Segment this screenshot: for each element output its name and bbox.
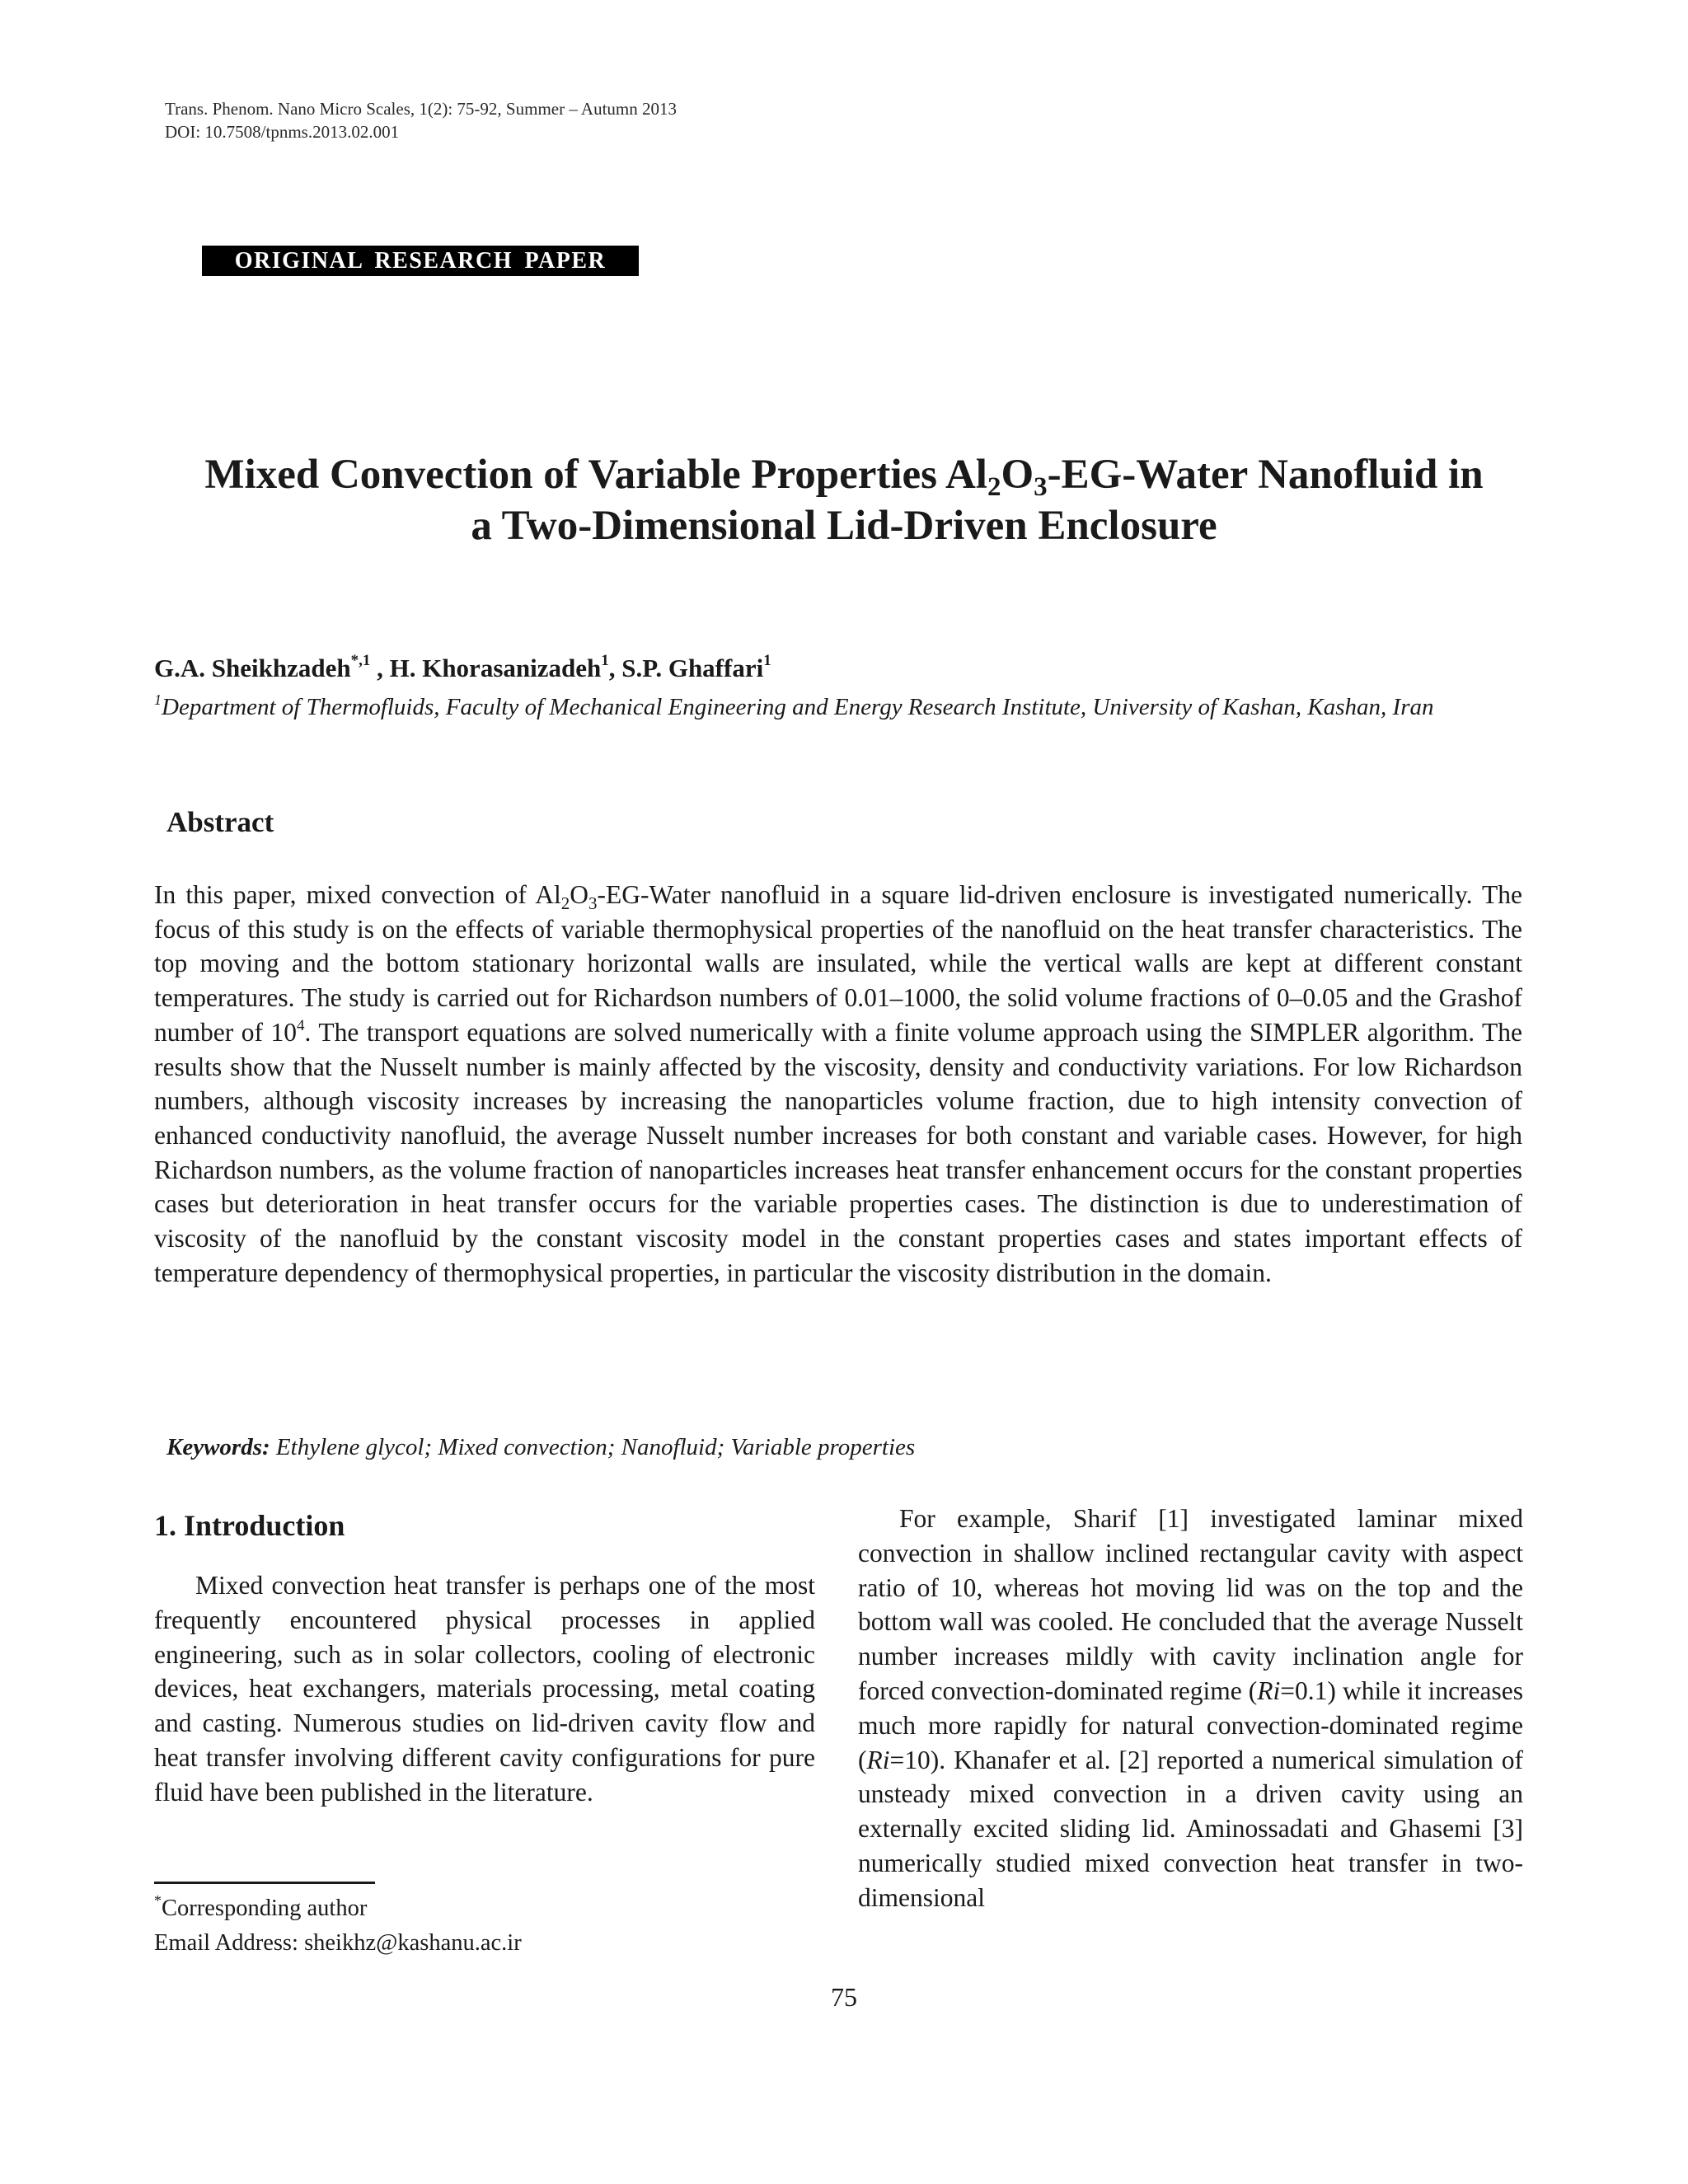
- introduction-left-column: Mixed convection heat transfer is perhaps one of the most frequently encountered physical processes in applied engineering, such as in solar collectors, cooling of electronic devices, heat exchangers, materials processing, metal coating and casting. Numerous studies on lid-driven cavity flow and heat transfer involving different cavity configurations for pure fluid have been published in the literature.: [154, 1571, 815, 1807]
- author-mark: 1: [763, 652, 771, 669]
- abstract-subscript: 3: [588, 893, 598, 913]
- page-number: 75: [831, 1982, 857, 2012]
- richardson-symbol: Ri: [1257, 1675, 1281, 1705]
- richardson-symbol: Ri: [866, 1745, 890, 1774]
- author-name: , S.P. Ghaffari: [608, 654, 764, 682]
- body-text: =10). Khanafer et al. [2] reported a numerical simulation of unsteady mixed convection in a driven cavity using an externally excited sliding lid. Aminossadati and Ghasemi [3] numerically studied mixed convection heat transfer in two- dimensional: [858, 1745, 1523, 1912]
- journal-citation: Trans. Phenom. Nano Micro Scales, 1(2): 75-92, Summer – Autumn 2013: [165, 99, 678, 119]
- title-line-2: a Two-Dimensional Lid-Driven Enclosure: [471, 503, 1217, 549]
- affiliation-mark: 1: [154, 691, 162, 708]
- body-text: =0.1) while it increases much more rapidly for natural convection-dominated regime (: [858, 1675, 1523, 1774]
- keywords-label: Keywords:: [166, 1434, 270, 1460]
- author-mark: 1: [601, 652, 609, 669]
- footnote: [154, 1891, 522, 1961]
- title-subscript: 2: [987, 472, 1001, 502]
- footnote-rule: [154, 1882, 375, 1884]
- abstract-text: -EG-Water nanofluid in a square lid-driven enclosure is investigated numerically. The focus of this study is on the effects of variable thermophysical properties of the nanofluid on the heat transfer characteristics. The top moving and the bottom stationary horizontal walls are insulated, while the vertical walls are kept at different constant temperatures. The study is carried out for Richardson numbers of 0.01–1000, the solid volume fractions of 0–0.05 and the Grashof number of 10: [154, 880, 1522, 1047]
- paper-title: [124, 449, 1564, 551]
- abstract-text: O: [570, 880, 589, 909]
- title-part: Mixed Convection of Variable Properties Al: [204, 452, 987, 498]
- title-subscript: 3: [1034, 472, 1048, 502]
- introduction-right-column: [858, 1502, 1523, 1915]
- corresponding-author-note: [154, 1891, 522, 1926]
- affiliation: [154, 690, 1522, 725]
- author-email: Email Address: sheikhz@kashanu.ac.ir: [154, 1930, 522, 1956]
- body-text: For example, Sharif [1] investigated laminar mixed convection in shallow inclined rectangular cavity with aspect ratio of 10, whereas hot moving lid was on the top and the bottom wall was cooled. He concluded that the average Nusselt number increases mildly with cavity inclination angle for forced convection-dominated regime (: [858, 1504, 1523, 1705]
- abstract-text: . The transport equations are solved numerically with a finite volume approach using the SIMPLER algorithm. The results show that the Nusselt number is mainly affected by the viscosity, density and conductivity variations. For low Richardson numbers, although viscosity increases by increasing the nanoparticles volume fraction, due to high intensity convection of enhanced conductivity nanofluid, the average Nusselt number increases for both constant and variable cases. However, for high Richardson numbers, as the volume fraction of nanoparticles increases heat transfer enhancement occurs for the constant properties cases but deterioration in heat transfer occurs for the variable properties cases. The distinction is due to underestimation of viscosity of the nanofluid by the constant viscosity model in the constant properties cases and states important effects of temperature dependency of thermophysical properties, in particular the viscosity distribution in the domain.: [154, 1017, 1523, 1287]
- author-mark: *,1: [350, 652, 371, 669]
- title-part: O: [1001, 452, 1034, 498]
- abstract-body: [154, 878, 1522, 1290]
- title-line-1: [124, 449, 1564, 500]
- author-list: [154, 654, 771, 683]
- keywords-text: Ethylene glycol; Mixed convection; Nanofluid; Variable properties: [270, 1434, 916, 1460]
- journal-doi: DOI: 10.7508/tpnms.2013.02.001: [165, 122, 400, 142]
- paper-type-badge: ORIGINAL RESEARCH PAPER: [202, 246, 639, 276]
- section-heading-introduction: 1. Introduction: [154, 1509, 345, 1542]
- footnote-mark: *: [154, 1892, 162, 1909]
- abstract-subscript: 2: [560, 893, 570, 913]
- abstract-superscript: 4: [297, 1016, 305, 1034]
- keywords: [166, 1434, 915, 1461]
- abstract-heading: Abstract: [166, 806, 274, 838]
- journal-header: [165, 97, 677, 143]
- author-name: , H. Khorasanizadeh: [370, 654, 602, 682]
- title-part: -EG-Water Nanofluid in: [1047, 452, 1484, 498]
- abstract-text: In this paper, mixed convection of Al: [154, 880, 561, 909]
- author-name: G.A. Sheikhzadeh: [154, 654, 351, 682]
- footnote-text: Corresponding author: [162, 1896, 368, 1921]
- affiliation-text: Department of Thermofluids, Faculty of Mechanical Engineering and Energy Research Institute, University of Kashan, Kashan, Iran: [162, 694, 1434, 720]
